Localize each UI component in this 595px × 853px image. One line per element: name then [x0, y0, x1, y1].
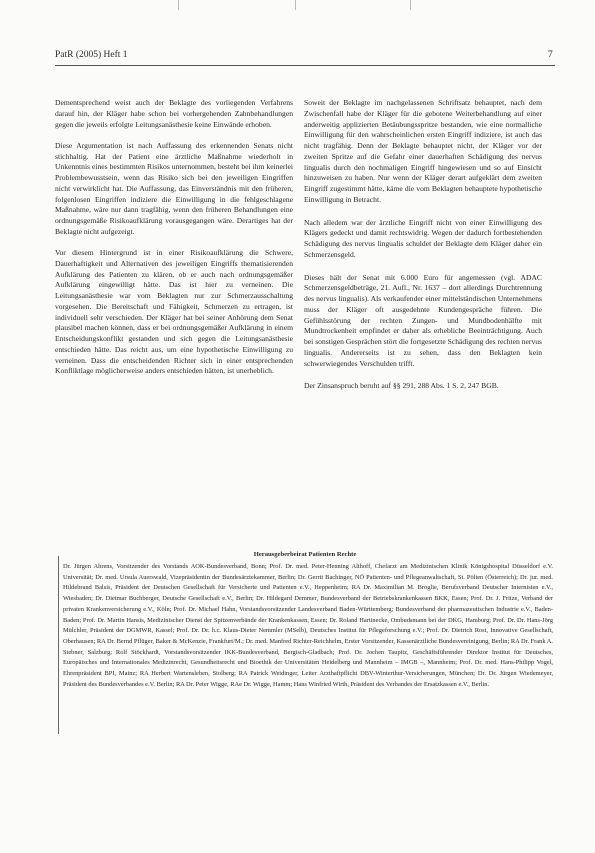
board-side-rule [58, 556, 59, 734]
page-number: 7 [548, 50, 553, 60]
scan-mark [410, 0, 411, 10]
left-column [55, 98, 293, 388]
board-members: Dr. Jürgen Ahrens, Vorsitzender des Vorstands AOK-Bundesverband, Bonn; Prof. Dr. med. Peter-Henning Althoff, Chefarzt am Medizinischen Klinik Königshospital Düsseldorf e.V. Universität; Dr. med. Ursula Auerswald, Vizepräsidentin der Bundesärztekammer, Berlin; Dr. Gerrit Bachinger, NÖ Patienten- und Pflegeanwaltschaft, St. Pölten (Österreich); Dr. jur. med. Hildebrand Balsis, Präsident der Deutschen Gesellschaft für Versicherte und Patienten e.V., Heppenheim; RA Dr. Maximilian M. Broglie, Berufsverband Deutscher Internisten e.V., Wiesbaden; Dr. Dietmar Buchberger, Deutsche Gesellschaft e.V., Berlin; Dr. Hildegard Demmer, Bundesverband der Betriebskrankenkassen BKK, Essen; Prof. Dr. J. Fritze, Verband der privaten Krankenversicherung e.V., Köln; Prof. Dr. Michael Hahn, Vorstandsvorsitzender Landesverband Baden-Württemberg; Bundesverband der pharmazeutischen Industrie e.V., Baden-Baden; Prof. Dr. Martin Hansis, Medizinischer Dienst der Spitzenverbände der Krankenkassen, Essen; Dr. Roland Hartinecke, Ombudsmann bei der DKG, Hamburg; Prof. Dr. Dr. Hans-Jörg Mülchler, Präsident der DGMWR, Kassel; Prof. Dr. Dr. h.c. Klaus-Dieter Nemmler (MSelb), Deutsches Institut für Pflegeforschung e.V.; Prof. Dr. Dietrich Rost, Innovative Gesellschaft, Oberhausen; RA Dr. Bernd Pflüger, Baker & McKenzie, Frankfurt/M.; Dr. med. Manfred Richter-Reichhelm, Erster Vorsitzender, Kassenärztliche Bundesvereinigung, Berlin; RA Dr. Frank A. Stebner, Salzburg; Rolf Stöckhardt, Vorstandsvorsitzender IKK-Bundesverband, Bergisch-Gladbach; Prof. Dr. Jochen Taupitz, Geschäftsführender Direktor Institut für Deutsches, Europäisches und Internationales Medizinrecht, Gesundheitsrecht und Bioethik der Universitäten Heidelberg und Mannheim – IMGB –, Mannheim; Prof. Dr. med. Hans-Philipp Vogel, Ehrenpräsident BPI, Mainz; RA Herbert Wartensleben, Stolberg; RA Patrick Weidinger, Leiter Arzthaftpflicht DBV-Winterthur-Versicherungen, München; Dr. Dr. Jürgen Wiedemeyer, Präsident des Bundesverbandes e.V. Berlin; RA Dr. Peter Wigge, RAe Dr. Wigge, Hamm; Hans Winfried Wirth, Präsident des Verbandes der Ersatzkassen e.V., Berlin. [63, 563, 553, 688]
paragraph: Diese Argumentation ist nach Auffassung des erkennenden Senats nicht stichhaltig. Hat der Patient eine ärztliche Maßnahme wiederholt in Unkenntnis eines bestimmten Risikos unternommen, besteht bei ihm keinerlei Problembewusstsein, wenn das Risiko sich bei den jeweiligen Eingriffen nicht verwirklicht hat. Die Auffassung, das Einverständnis mit den früheren, folgenlosen Eingriffen indiziere die Einwilligung in die fehlgeschlagene Maßnahme, wäre nur dann tragfähig, wenn den früheren Behandlungen eine ordnungsgemäße Risikoaufklärung vorausgegangen wäre. Derartiges hat der Beklagte nicht aufgezeigt. [55, 140, 293, 236]
scan-mark [178, 0, 179, 10]
journal-issue: PatR (2005) Heft 1 [55, 50, 128, 60]
scan-mark [295, 0, 296, 10]
paragraph: Soweit der Beklagte im nachgelassenen Schriftsatz behauptet, nach dem Zwischenfall habe der Kläger für die gebotene Weiterbehandlung auf einer anderweitig applizierten Betäubungsspritze bestanden, wie eine normalliche Einwilligung für den wahrscheinlichen ersten Eingriff indiziere, ist auch das nicht tragfähig. Denn der Beklagte behauptet nicht, der Kläger vor der zweiten Spritze auf die Gefahr einer dauerhaften Schädigung des nervus lingualis durch den nochmaligen Eingriff hingewiesen und so auf Einsicht hinzuweisen zu haben. Nur wenn der Kläger derart aufgeklärt dem zweiten Eingriff zugestimmt hätte, käme die vom Beklagten behauptete hypothetische Einwilligung in Betracht. [304, 98, 542, 204]
paragraph: Nach alledem war der ärztliche Eingriff nicht von einer Einwilligung des Klägers gedeckt und damit rechtswidrig. Wegen der dadurch fortbestehenden Schädigung des nervus lingualis schuldet der Beklagte dem Kläger daher ein Schmerzensgeld. [304, 217, 542, 259]
header-divider [55, 65, 555, 66]
right-column [304, 98, 542, 403]
editorial-board-box [55, 551, 555, 739]
paragraph: Dieses hält der Senat mit 6.000 Euro für angemessen (vgl. ADAC Schmerzensgeldbeträge, 21. Aufl., Nr. 1637 – dort allerdings Durchtrennung des nervus lingualis). Als verkaufender einer mittelständischen Unternehmens muss der Kläger oft ausgedehnte Kundengespräche führen. Die Gefühlsstörung der rechten Zungen- und Mundbodenhälfte mit Mundtrockenheit empfindet er daher als erhebliche Beeinträchtigung. Auch bei sonstigen Gesprächen stört die fortgesetzte Schädigung des rechten nervus lingualis. Andererseits ist zu sehen, dass den Beklagten kein schwerwiegendes Verschulden trifft. [304, 272, 542, 368]
paragraph: Dementsprechend weist auch der Beklagte des vorliegenden Verfahrens darauf hin, der Kläger habe schon bei vorhergehenden Zahnbehandlungen gegen die jeweils erfolgte Leitungsanästhesie keine Einwände erhoben. [55, 98, 293, 129]
paragraph: Der Zinsanspruch beruht auf §§ 291, 288 Abs. 1 S. 2, 247 BGB. [304, 381, 499, 391]
board-title: Herausgeberbeirat Patienten Rechte [253, 551, 357, 558]
scan-edge [0, 0, 595, 10]
paragraph: Vor diesem Hintergrund ist in einer Risikoaufklärung die Schwere, Dauerhaftigkeit und Alternativen des jeweiligen Eingriffs thematisierenden Aufklärung des Patienten zu klären, ob er auch nach ordnungsgemäßer Aufklärung eingewilligt hätte. Das ist hier zu verneinen. Die Leitungsanästhesie war vom Beklagten nur zur Schmerzausschaltung vorgesehen. Die Bereitschaft und Fähigkeit, Schmerzen zu ertragen, ist individuell sehr verschieden. Der Kläger hat bei seiner Anhörung dem Senat plausibel machen können, dass er bei ordnungsgemäßer Aufklärung in einem Entscheidungskonflikt gestanden und sich gegen die Leitungsanästhesie entschieden hätte. Das reicht aus, um eine hypothetische Einwilligung zu verneinen. Dass die entscheidenden Richter sich in einer entsprechenden Konfliktlage möglicherweise anders entschieden hätten, ist unerheblich. [55, 248, 293, 376]
